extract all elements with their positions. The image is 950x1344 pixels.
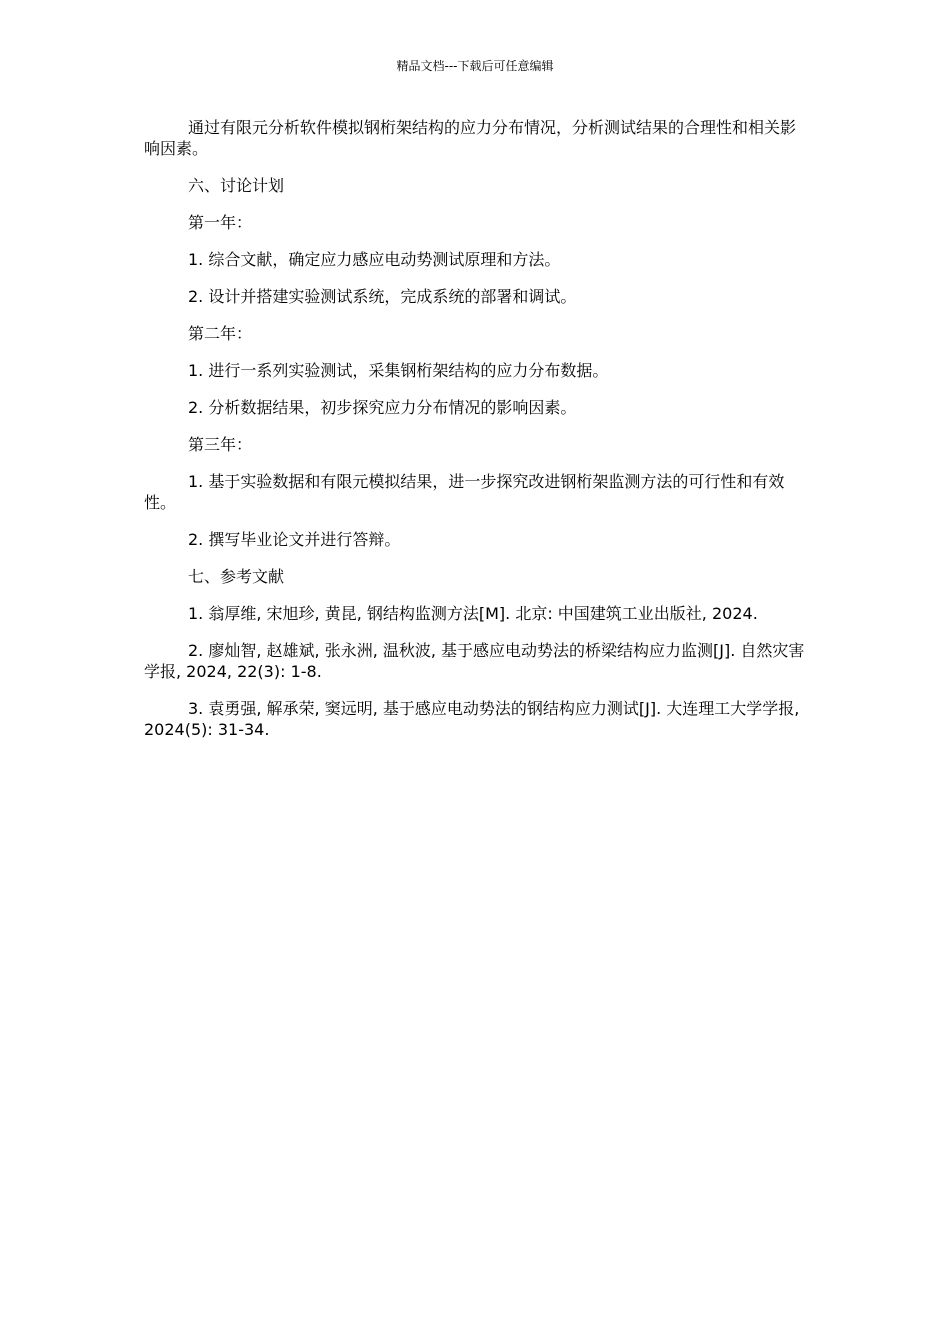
section-heading-references: 七、参考文献 — [188, 567, 285, 586]
year-two-item-2: 2. 分析数据结果，初步探究应力分布情况的影响因素。 — [188, 398, 577, 417]
year-one-heading: 第一年： — [188, 213, 253, 232]
year-three-item-1: 1. 基于实验数据和有限元模拟结果，进一步探究改进钢桁架监测方法的可行性和有效性。 — [144, 472, 785, 512]
section-heading-plan: 六、讨论计划 — [188, 176, 285, 195]
year-three-item-2: 2. 撰写毕业论文并进行答辩。 — [188, 530, 401, 549]
year-one-item-2: 2. 设计并搭建实验测试系统，完成系统的部署和调试。 — [188, 287, 577, 306]
year-three-heading: 第三年： — [188, 435, 253, 454]
year-one-item-1: 1. 综合文献，确定应力感应电动势测试原理和方法。 — [188, 250, 561, 269]
year-two-heading: 第二年： — [188, 324, 253, 343]
page-header: 精品文档---下载后可任意编辑 — [396, 59, 554, 73]
year-two-item-1: 1. 进行一系列实验测试，采集钢桁架结构的应力分布数据。 — [188, 361, 609, 380]
reference-item-3: 3. 袁勇强, 解承荣, 窦远明, 基于感应电动势法的钢结构应力测试[J]. 大连理工大学学报, 2024(5): 31-34. — [144, 699, 800, 739]
reference-item-1: 1. 翁厚维, 宋旭珍, 黄昆, 钢结构监测方法[M]. 北京: 中国建筑工业出版社, 2024. — [188, 604, 758, 623]
document-body — [144, 117, 806, 756]
paragraph-fem-analysis: 通过有限元分析软件模拟钢桁架结构的应力分布情况，分析测试结果的合理性和相关影响因素。 — [144, 118, 797, 158]
reference-item-2: 2. 廖灿智, 赵雄斌, 张永洲, 温秋波, 基于感应电动势法的桥梁结构应力监测[J]. 自然灾害学报, 2024, 22(3): 1-8. — [144, 641, 805, 681]
